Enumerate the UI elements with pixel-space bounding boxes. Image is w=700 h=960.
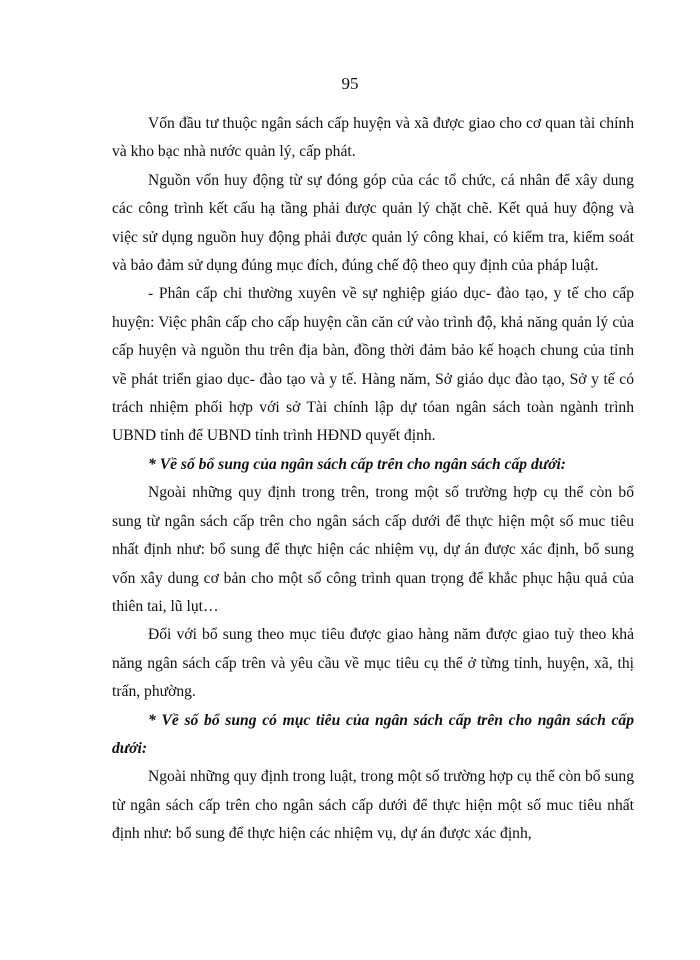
section-heading: * Về số bổ sung của ngân sách cấp trên cho ngân sách cấp dưới: — [148, 455, 567, 473]
page-number: 95 — [341, 74, 359, 93]
paragraph: Ngoài những quy định trong trên, trong một số trường hợp cụ thể còn bổ sung từ ngân sách cấp trên cho ngân sách cấp dưới để thực hiện một số muc tiêu nhất định như: bổ sung để thực hiện các nhiệm vụ, dự án được xác định, bổ sung vốn xây dung cơ bản cho một số công trình quan trọng để khắc phục hậu quả của thiên tai, lũ lụt… — [112, 484, 634, 615]
paragraph: - Phân cấp chi thường xuyên về sự nghiệp giáo dục- đào tạo, y tế cho cấp huyện: Việc phân cấp cho cấp huyện cần căn cứ vào trình độ, khả năng quản lý của cấp huyện và nguồn thu trên địa bàn, đồng thời đảm bảo kế hoạch chung của tỉnh về phát triển giao dục- đào tạo và y tế. Hàng năm, Sở giáo dục đào tạo, Sở y tế có trách nhiệm phối hợp với sở Tài chính lập dự tóan ngân sách toàn ngành trình UBND tỉnh để UBND tỉnh trình HĐND quyết định. — [112, 285, 634, 445]
section-heading: * Về số bổ sung có mục tiêu của ngân sách cấp trên cho ngân sách cấp dưới: — [112, 711, 634, 757]
document-body — [112, 110, 634, 849]
paragraph: Ngoài những quy định trong luật, trong một số trường hợp cụ thể còn bổ sung từ ngân sách cấp trên cho ngân sách cấp dưới để thực hiện một số muc tiêu nhất định như: bổ sung để thực hiện các nhiệm vụ, dự án được xác định, — [112, 768, 634, 843]
paragraph: Nguồn vốn huy động từ sự đóng góp của các tổ chức, cá nhân để xây dung các công trình kết cấu hạ tầng phải được quản lý chặt chẽ. Kết quả huy động và việc sử dụng nguồn huy động phải được quản lý công khai, có kiểm tra, kiểm soát và bảo đảm sử dụng đúng mục đích, đúng chế độ theo quy định của pháp luật. — [112, 171, 634, 275]
paragraph: Đối với bổ sung theo mục tiêu được giao hàng năm được giao tuỳ theo khả năng ngân sách cấp trên và yêu cầu về mục tiêu cụ thể ở từng tỉnh, huyện, xã, thị trấn, phường. — [112, 626, 634, 701]
paragraph: Vốn đầu tư thuộc ngân sách cấp huyện và xã được giao cho cơ quan tài chính và kho bạc nhà nước quản lý, cấp phát. — [112, 115, 634, 161]
